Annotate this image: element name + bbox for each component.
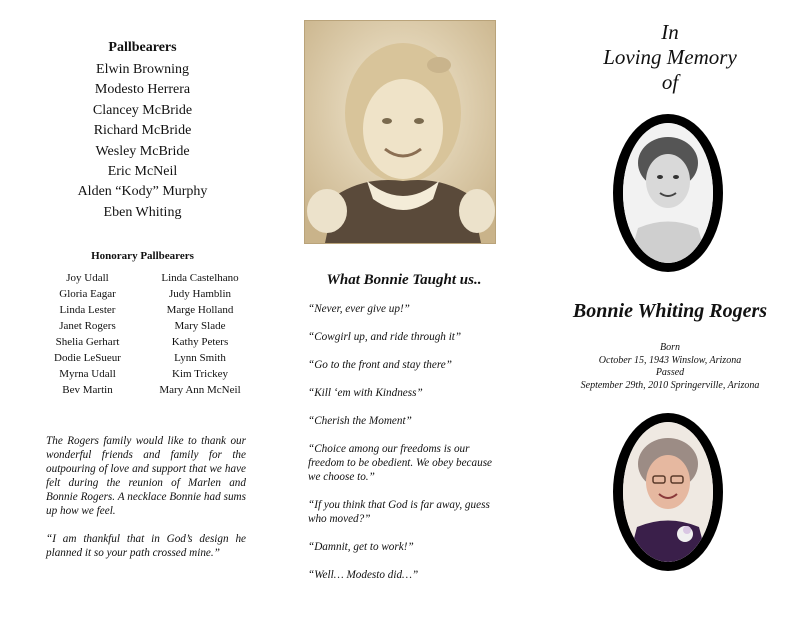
- pallbearer-name: Clancey McBride: [92, 102, 193, 118]
- thank-you-message: The Rogers family would like to thank our wonderful friends and family for the outpouring of love and support that we have felt during the reunion of Marlen and Bonnie Rogers. A necklace Bonnie had sums up how we feel.: [46, 435, 246, 517]
- in-loving-memory-heading: [570, 20, 770, 95]
- pallbearer-name: Eben Whiting: [103, 204, 182, 220]
- honorary-name: Linda Castelhano: [161, 272, 239, 284]
- honorary-name: Myrna Udall: [59, 368, 116, 380]
- honorary-name: Linda Lester: [59, 304, 116, 316]
- saying: “Choice among our freedoms is our freedom to be obedient. We obey because we choose to.”: [308, 443, 493, 483]
- saying: “Well… Modesto did…”: [308, 569, 419, 581]
- saying: “If you think that God is far away, guess who moved?”: [308, 499, 490, 525]
- left-panel: [0, 0, 290, 618]
- honorary-name: Gloria Eagar: [59, 288, 116, 300]
- saying: “Damnit, get to work!”: [308, 541, 414, 553]
- pallbearer-name: Modesto Herrera: [94, 82, 191, 98]
- honorary-name: Bev Martin: [62, 384, 113, 396]
- honorary-list-left: [30, 270, 145, 398]
- heading-line: In: [661, 20, 679, 44]
- honorary-pallbearers-title: Honorary Pallbearers: [91, 250, 194, 262]
- bonnie-taught-title: What Bonnie Taught us..: [326, 272, 482, 288]
- born-label: Born: [660, 342, 680, 353]
- pallbearer-name: Wesley McBride: [95, 143, 190, 159]
- heading-line: of: [661, 70, 679, 94]
- saying: “Go to the front and stay there”: [308, 359, 452, 371]
- pallbearers-list: [0, 60, 285, 223]
- born-info: October 15, 1943 Winslow, Arizona: [598, 354, 742, 366]
- honorary-list-right: [150, 270, 250, 398]
- saying: “Cowgirl up, and ride through it”: [308, 331, 462, 343]
- childhood-portrait-illustration: [305, 21, 495, 243]
- honorary-name: Judy Hamblin: [168, 288, 232, 300]
- saying: “Never, ever give up!”: [308, 303, 410, 315]
- passed-info: September 29th, 2010 Springerville, Arizona: [580, 379, 760, 391]
- portrait-oval-young: [613, 114, 723, 272]
- honorary-name: Mary Ann McNeil: [159, 384, 241, 396]
- honorary-name: Lynn Smith: [174, 352, 226, 364]
- pallbearer-name: Eric McNeil: [107, 164, 178, 180]
- honorary-name: Janet Rogers: [59, 320, 116, 332]
- older-portrait: [623, 422, 713, 562]
- right-panel: [540, 0, 800, 618]
- honorary-name: Joy Udall: [66, 272, 109, 284]
- heading-line: Loving Memory: [603, 45, 737, 69]
- saying: “Cherish the Moment”: [308, 415, 412, 427]
- saying: “Kill ‘em with Kindness”: [308, 387, 423, 399]
- passed-label: Passed: [655, 367, 685, 378]
- young-portrait-illustration: [623, 123, 713, 263]
- childhood-photo: [304, 20, 496, 244]
- honorary-name: Shelia Gerhart: [55, 336, 120, 348]
- honorary-name: Mary Slade: [174, 320, 226, 332]
- pallbearer-name: Richard McBride: [93, 123, 192, 139]
- middle-panel: [290, 0, 505, 618]
- deceased-name: Bonnie Whiting Rogers: [572, 300, 768, 322]
- honorary-name: Kathy Peters: [171, 336, 229, 348]
- pallbearer-name: Alden “Kody” Murphy: [77, 184, 208, 200]
- portrait-oval-older: [613, 413, 723, 571]
- honorary-name: Marge Holland: [166, 304, 234, 316]
- birth-death-info: [540, 342, 800, 392]
- honorary-name: Kim Trickey: [172, 368, 228, 380]
- pallbearers-title: Pallbearers: [108, 40, 177, 55]
- older-portrait-illustration: [623, 422, 713, 562]
- sayings-list: [308, 302, 494, 596]
- young-portrait: [623, 123, 713, 263]
- necklace-quote: “I am thankful that in God’s design he planned it so your path crossed mine.”: [46, 533, 246, 559]
- honorary-name: Dodie LeSueur: [54, 352, 121, 364]
- pallbearer-name: Elwin Browning: [96, 62, 189, 77]
